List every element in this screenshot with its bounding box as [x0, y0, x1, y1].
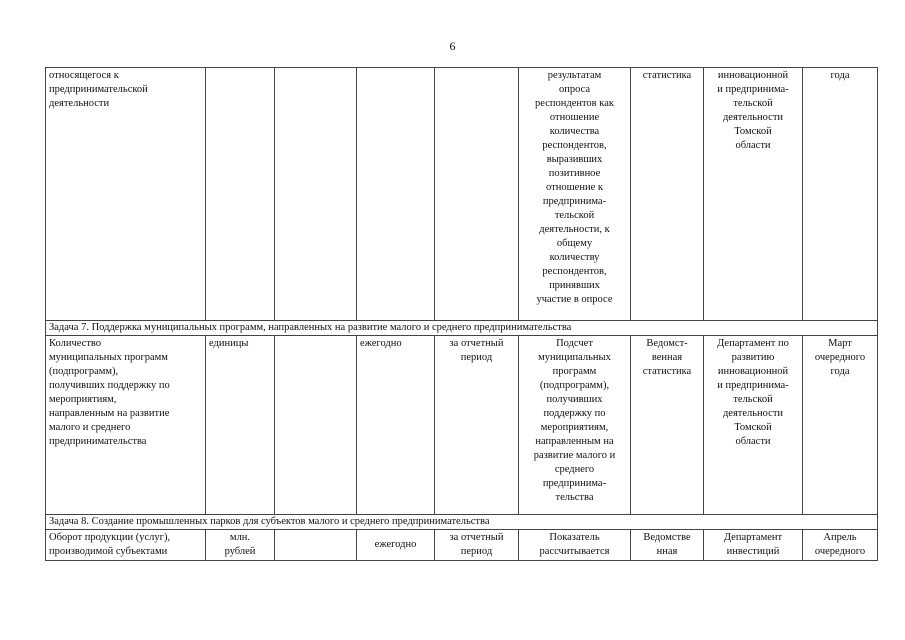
cell-line: Оборот продукции (услуг), — [49, 532, 171, 543]
cell-line: деятельности — [722, 408, 784, 419]
cell-line: респондентов как — [535, 98, 614, 109]
cell-line: респондентов, — [542, 140, 607, 151]
cell-line: направленным на развитие — [49, 408, 170, 419]
page-number: 6 — [449, 39, 456, 53]
cell-line: Показатель — [549, 532, 600, 543]
cell-line: Ведомст- — [646, 338, 688, 349]
cell-line: муниципальных — [538, 352, 611, 363]
cell-deadline — [803, 68, 878, 321]
cell-line: поддержку по — [543, 408, 606, 419]
cell-line: предпринимательской — [49, 84, 148, 95]
cell-line: среднего — [554, 464, 595, 475]
cell-line: период — [460, 546, 493, 557]
cell-line: ежегодно — [374, 539, 417, 550]
cell-line: тельской — [733, 394, 773, 405]
cell-line: позитивное — [548, 168, 601, 179]
cell-base-value — [275, 336, 357, 515]
cell-line: отношение к — [546, 182, 603, 193]
cell-method — [519, 336, 631, 515]
task-row-8 — [46, 515, 878, 530]
cell-line: предпринима- — [542, 196, 607, 207]
cell-line: отношение — [549, 112, 600, 123]
cell-indicator — [46, 530, 206, 561]
cell-line: предпринимательства — [49, 436, 147, 447]
cell-line: единицы — [209, 338, 249, 349]
cell-line: (подпрограмм), — [49, 366, 119, 377]
cell-line: области — [735, 140, 771, 151]
cell-deadline — [803, 530, 878, 561]
cell-line: Апрель — [823, 532, 857, 543]
cell-source — [631, 530, 704, 561]
cell-line: (подпрограмм), — [539, 380, 610, 391]
cell-frequency — [357, 530, 435, 561]
cell-source — [631, 336, 704, 515]
cell-line: тельской — [733, 98, 773, 109]
cell-line: тельства — [555, 492, 594, 503]
cell-line: Томской — [734, 126, 772, 137]
cell-source — [631, 68, 704, 321]
cell-line: Департамент по — [717, 338, 789, 349]
cell-line: за отчетный — [449, 532, 504, 543]
cell-line: опроса — [558, 84, 591, 95]
indicators-table — [45, 67, 878, 561]
cell-unit — [206, 336, 275, 515]
cell-line: очередного — [814, 352, 866, 363]
cell-base-value — [275, 530, 357, 561]
cell-line: области — [735, 436, 771, 447]
cell-line: развитие малого и — [533, 450, 616, 461]
cell-line: Ведомстве — [643, 532, 691, 543]
cell-line: статистика — [642, 366, 692, 377]
cell-line: деятельности, к — [539, 224, 610, 235]
cell-unit — [206, 530, 275, 561]
cell-line: Департамент — [723, 532, 783, 543]
cell-line: и предпринима- — [717, 380, 789, 391]
cell-indicator — [46, 68, 206, 321]
cell-line: количества — [549, 126, 600, 137]
table-row-continuation — [46, 68, 878, 321]
cell-line: направленным на — [535, 436, 614, 447]
table-row-task7 — [46, 336, 878, 515]
cell-period — [435, 68, 519, 321]
cell-line: малого и среднего — [49, 422, 131, 433]
cell-method — [519, 68, 631, 321]
cell-responsible — [704, 530, 803, 561]
cell-line: года — [830, 70, 850, 81]
cell-line: получивших поддержку по — [49, 380, 170, 391]
cell-line: Количество — [49, 338, 102, 349]
cell-line: мероприятиям, — [540, 422, 609, 433]
cell-line: период — [460, 352, 493, 363]
cell-line: получивших — [546, 394, 603, 405]
cell-method — [519, 530, 631, 561]
cell-line: общему — [556, 238, 593, 249]
cell-line: нная — [656, 546, 678, 557]
cell-line: млн. — [229, 532, 251, 543]
cell-line: рублей — [224, 546, 256, 557]
task-row-7 — [46, 321, 878, 336]
cell-unit — [206, 68, 275, 321]
cell-line: Подсчет — [556, 338, 593, 349]
cell-deadline — [803, 336, 878, 515]
cell-line: и предпринима- — [717, 84, 789, 95]
task-title: Задача 8. Создание промышленных парков для субъектов малого и среднего предпринимательства — [46, 515, 878, 530]
cell-line: очередного — [814, 546, 866, 557]
cell-line: венная — [651, 352, 683, 363]
cell-line: предпринима- — [542, 478, 607, 489]
cell-line: деятельности — [49, 98, 110, 109]
cell-line: программ — [552, 366, 597, 377]
cell-responsible — [704, 336, 803, 515]
cell-line: муниципальных программ — [49, 352, 168, 363]
cell-line: года — [830, 366, 850, 377]
cell-line: выразивших — [546, 154, 603, 165]
cell-base-value — [275, 68, 357, 321]
cell-line: инновационной — [717, 70, 789, 81]
cell-line: за отчетный — [449, 338, 504, 349]
cell-frequency — [357, 68, 435, 321]
cell-responsible — [704, 68, 803, 321]
cell-line: рассчитывается — [539, 546, 610, 557]
cell-line: развитию — [731, 352, 775, 363]
task-title: Задача 7. Поддержка муниципальных программ, направленных на развитие малого и среднего предпринимательства — [46, 321, 878, 336]
cell-line: статистика — [642, 70, 692, 81]
cell-line: принявших — [549, 280, 600, 291]
cell-line: тельской — [554, 210, 595, 221]
table-row-task8 — [46, 530, 878, 561]
cell-frequency — [357, 336, 435, 515]
cell-line: Март — [828, 338, 852, 349]
cell-line: респондентов, — [542, 266, 607, 277]
cell-period — [435, 336, 519, 515]
cell-line: инвестиций — [726, 546, 780, 557]
cell-period — [435, 530, 519, 561]
cell-line: количеству — [549, 252, 600, 263]
cell-line: участие в опросе — [536, 294, 613, 305]
cell-line: относящегося к — [49, 70, 119, 81]
cell-indicator — [46, 336, 206, 515]
cell-line: мероприятиям, — [49, 394, 117, 405]
cell-line: результатам — [547, 70, 602, 81]
cell-line: инновационной — [717, 366, 789, 377]
cell-line: Томской — [734, 422, 772, 433]
cell-line: ежегодно — [360, 338, 402, 349]
cell-line: производимой субъектами — [49, 546, 168, 557]
cell-line: деятельности — [722, 112, 784, 123]
